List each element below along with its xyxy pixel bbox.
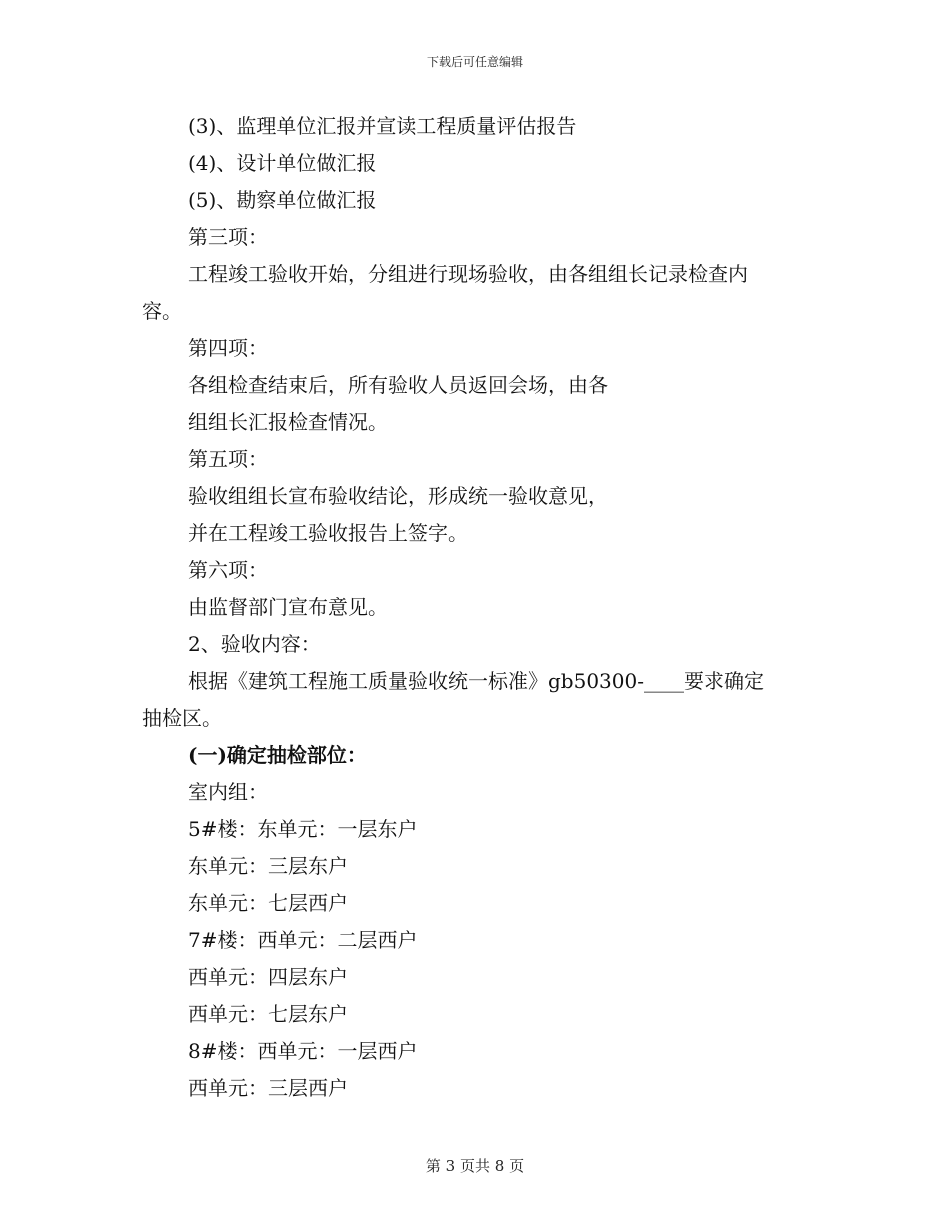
paragraph-line: 西单元：三层西户 [188,1076,348,1100]
paragraph-line: 7#楼：西单元：二层西户 [188,928,418,952]
paragraph-line: 各组检查结束后，所有验收人员返回会场，由各 [188,373,608,397]
paragraph-line: 西单元：七层东户 [188,1002,348,1026]
paragraph-line: 工程竣工验收开始，分组进行现场验收，由各组组长记录检查内 [188,262,748,286]
paragraph-line: 验收组组长宣布验收结论，形成统一验收意见， [188,484,608,508]
paragraph-line: 室内组： [188,780,268,804]
paragraph-line: 由监督部门宣布意见。 [188,595,388,619]
paragraph-line: 并在工程竣工验收报告上签字。 [188,521,468,545]
paragraph-line: 东单元：七层西户 [188,891,348,915]
paragraph-line: 容。 [142,299,182,323]
paragraph-line: 第三项： [188,225,268,249]
paragraph-line: 8#楼：西单元：一层西户 [188,1039,418,1063]
paragraph-line: 根据《建筑工程施工质量验收统一标准》gb50300-____要求确定 [188,669,764,693]
paragraph-line: 第六项： [188,558,268,582]
paragraph-line: 5#楼：东单元：一层东户 [188,817,418,841]
page-header: 下载后可任意编辑 [426,55,523,69]
paragraph-line: 2、验收内容： [188,632,321,656]
paragraph-line: (4)、设计单位做汇报 [188,151,377,175]
paragraph-line: 东单元：三层东户 [188,854,348,878]
paragraph-line: 第五项： [188,447,268,471]
paragraph-line: (5)、勘察单位做汇报 [188,188,377,212]
paragraph-line: (3)、监理单位汇报并宣读工程质量评估报告 [188,114,577,138]
document-body [142,108,802,1107]
paragraph-line: 组组长汇报检查情况。 [188,410,388,434]
paragraph-line: 西单元：四层东户 [188,965,348,989]
paragraph-line: 第四项： [188,336,268,360]
paragraph-line: 抽检区。 [142,706,222,730]
section-heading: (一)确定抽检部位： [188,743,367,767]
page-number: 第 3 页共 8 页 [425,1157,525,1175]
